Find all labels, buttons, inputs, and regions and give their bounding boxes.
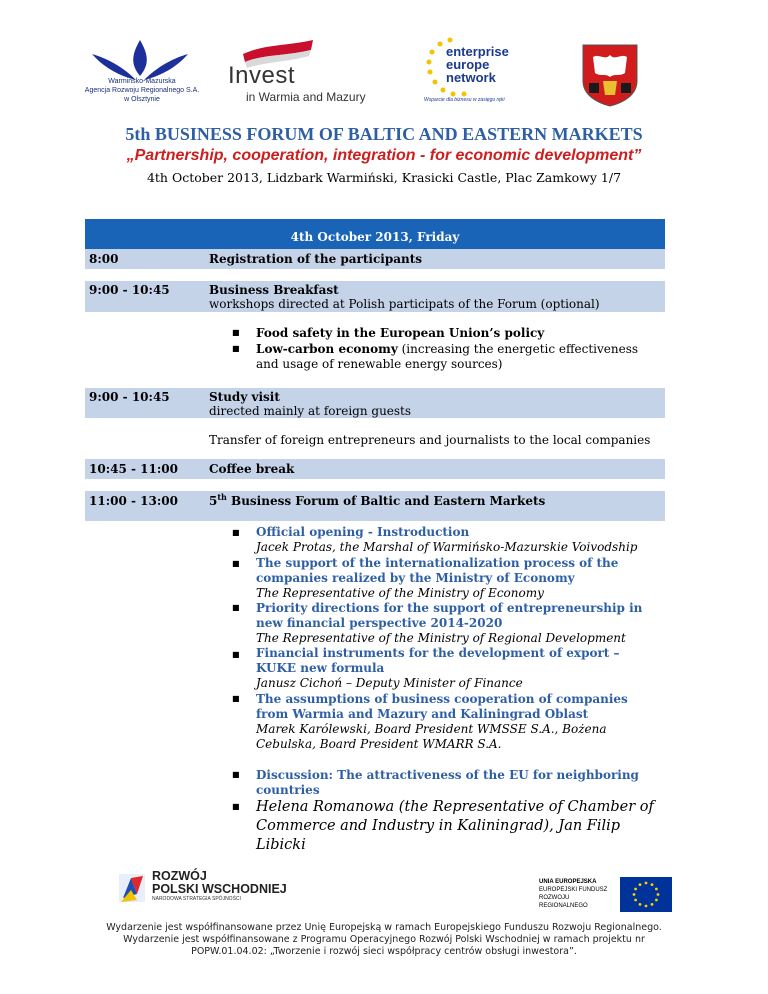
wm-agency-logo-text <box>62 77 222 104</box>
eu-logo-text <box>539 878 615 910</box>
footer-line-2: Wydarzenie jest współfinansowane z Programu Operacyjnego Rozwój Polski Wschodniej w ramach projektu nr <box>123 934 645 945</box>
bullet-icon: ■ <box>232 650 240 659</box>
session-kaliningrad <box>256 692 656 752</box>
bullet-icon: ■ <box>232 344 240 353</box>
breakfast-topic-2-bold: Low-carbon economy <box>256 342 398 356</box>
session-kuke-title: Financial instruments for the development of export – KUKE new formula <box>256 646 620 675</box>
forum-title-rest: Business Forum of Baltic and Eastern Markets <box>226 494 546 508</box>
rpw-logo-small: NARODOWA STRATEGIA SPÓJNOŚCI <box>152 896 241 902</box>
title-coffee: Coffee break <box>209 462 295 476</box>
title-forum <box>209 494 545 508</box>
time-coffee: 10:45 - 11:00 <box>89 462 178 476</box>
wm-line-1: Warmińsko-Mazurska <box>108 78 176 85</box>
title-breakfast: Business Breakfast <box>209 283 339 297</box>
bullet-icon: ■ <box>232 770 240 779</box>
time-breakfast: 9:00 - 10:45 <box>89 283 170 297</box>
session-ministry-economy-title: The support of the internationalization process of the companies realized by the Ministry of Economy <box>256 556 619 585</box>
rpw-logo-text <box>152 870 287 896</box>
breakfast-topic-1: Food safety in the European Union’s policy <box>256 326 545 340</box>
een-tagline: Wsparcie dla biznesu w zasięgu ręki <box>424 97 505 103</box>
time-forum: 11:00 - 13:00 <box>89 494 178 508</box>
een-line-3: network <box>446 70 496 85</box>
session-ministry-economy <box>256 556 656 601</box>
forum-subtitle: „Partnership, cooperation, integration - for economic development” <box>126 147 642 164</box>
session-opening-title: Official opening - Instroduction <box>256 525 470 539</box>
footer-line-3: POPW.01.04.02: „Tworzenie i rozwój sieci współpracy centrów obsługi inwestora”. <box>191 946 577 957</box>
bullet-icon: ■ <box>232 802 240 811</box>
title-registration: Registration of the participants <box>209 252 423 266</box>
forum-title: 5th BUSINESS FORUM OF BALTIC AND EASTERN MARKETS <box>125 124 643 144</box>
session-opening <box>256 525 656 555</box>
time-registration: 8:00 <box>89 252 119 266</box>
session-priority-speaker: The Representative of the Ministry of Regional Development <box>256 631 626 645</box>
funding-footer <box>60 922 708 958</box>
sub-study-visit: directed mainly at foreign guests <box>209 404 412 418</box>
time-study-visit: 9:00 - 10:45 <box>89 390 170 404</box>
session-opening-speaker: Jacek Protas, the Marshal of Warmińsko-Mazurskie Voivodship <box>256 540 638 554</box>
bullet-icon: ■ <box>232 694 240 703</box>
een-line-2: europe <box>446 57 490 72</box>
session-kaliningrad-title: The assumptions of business cooperation of companies from Warmia and Mazury and Kaliningrad Oblast <box>256 692 628 721</box>
een-line-1: enterprise <box>446 44 509 59</box>
een-logo-text <box>446 45 509 84</box>
invest-logo-word: Invest <box>228 62 296 89</box>
footer-line-1: Wydarzenie jest współfinansowane przez Unię Europejską w ramach Europejskiego Funduszu Rozwoju Regionalnego. <box>106 922 662 933</box>
sub-breakfast: workshops directed at Polish participats of the Forum (optional) <box>209 297 600 311</box>
session-ministry-economy-speaker: The Representative of the Ministry of Economy <box>256 586 544 600</box>
wm-line-3: w Olsztynie <box>124 96 160 103</box>
rpw-line-1: ROZWÓJ <box>152 869 207 883</box>
session-priority-directions <box>256 601 656 646</box>
session-discussion-title: Discussion: The attractiveness of the EU for neighboring countries <box>256 768 639 797</box>
session-kuke-speaker: Janusz Cichoń – Deputy Minister of Finance <box>256 676 523 690</box>
breakfast-topic-2 <box>256 342 651 372</box>
session-kaliningrad-speakers: Marek Karólewski, Board President WMSSE S.A., Bożena Cebulska, Board President WMARR S.A. <box>256 722 607 751</box>
session-kuke <box>256 646 656 691</box>
forum-title-num: 5 <box>209 494 218 508</box>
forum-title-sup: th <box>217 492 227 502</box>
coat-of-arms-icon <box>581 43 639 107</box>
invest-logo-subtitle: in Warmia and Mazury <box>246 90 366 104</box>
forum-date-place: 4th October 2013, Lidzbark Warmiński, Krasicki Castle, Plac Zamkowy 1/7 <box>146 170 622 185</box>
eu-flag-icon <box>620 877 672 912</box>
bullet-icon: ■ <box>232 528 240 537</box>
wm-line-2: Agencja Rozwoju Regionalnego S.A. <box>84 87 200 94</box>
session-priority-title: Priority directions for the support of entrepreneurship in new financial perspective 2014-2020 <box>256 601 643 630</box>
bullet-icon: ■ <box>232 559 240 568</box>
bullet-icon: ■ <box>232 603 240 612</box>
eu-line-1: UNIA EUROPEJSKA <box>539 879 597 885</box>
discussion-panelists: Helena Romanowa (the Representative of Chamber of Commerce and Industry in Kaliningrad), Jan Filip Libicki <box>256 799 654 853</box>
rpw-line-2: POLSKI WSCHODNIEJ <box>152 882 287 896</box>
session-discussion <box>256 768 656 798</box>
study-visit-note: Transfer of foreign entrepreneurs and journalists to the local companies <box>209 433 651 447</box>
title-study-visit: Study visit <box>209 390 280 404</box>
eu-line-3: ROZWOJU REGIONALNEGO <box>539 895 588 909</box>
eu-line-2: EUROPEJSKI FUNDUSZ <box>539 887 608 893</box>
day-header: 4th October 2013, Friday <box>85 219 665 249</box>
breakfast-topic-2-rest: (increasing the energetic effectiveness and usage of renewable energy sources) <box>256 342 639 371</box>
bullet-icon: ■ <box>232 328 240 337</box>
